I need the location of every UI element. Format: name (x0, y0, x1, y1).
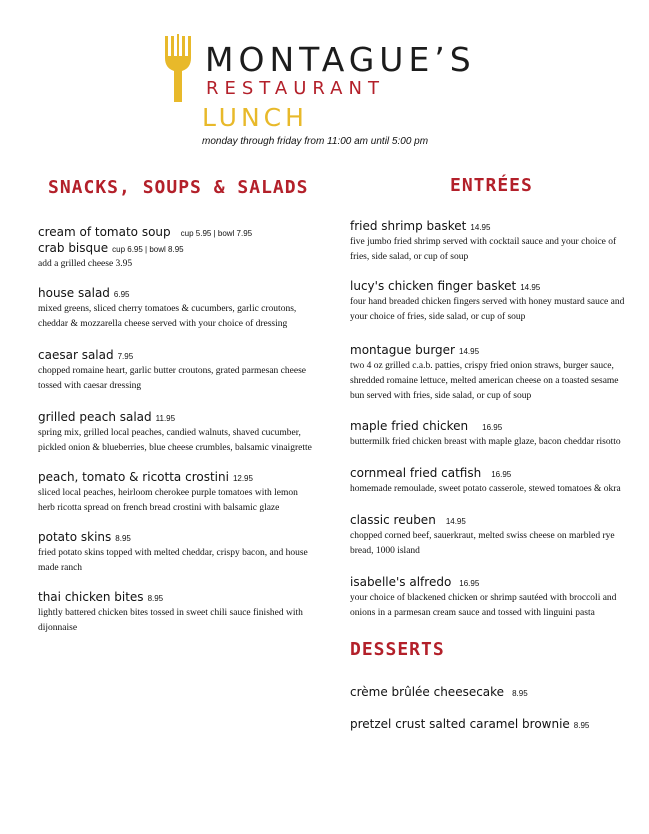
item-name-text: caesar salad (38, 348, 114, 362)
item-name (350, 717, 630, 733)
item-name (350, 685, 630, 701)
item-price: 8.95 (147, 594, 164, 603)
service-hours: monday through friday from 11:00 am until 5:00 pm (202, 136, 429, 147)
item-name-text: thai chicken bites (38, 590, 144, 604)
item-name (38, 225, 313, 241)
item-name-text: classic reuben (350, 513, 436, 527)
item-price: 14.95 (445, 517, 466, 526)
item-name-text: peach, tomato & ricotta crostini (38, 470, 229, 484)
item-name-text: grilled peach salad (38, 410, 152, 424)
item-description: fried potato skins topped with melted cheddar, crispy bacon, and house made ranch (38, 548, 308, 573)
menu-item-soups (38, 225, 313, 272)
item-name-text: crème brûlée cheesecake (350, 685, 505, 699)
menu-item (38, 470, 313, 516)
menu-item (38, 590, 313, 636)
item-description: four hand breaded chicken fingers served with honey mustard sauce and your choice of fries, side salad, or cup of soup (350, 297, 625, 322)
menu-item (350, 279, 630, 325)
fork-logo-icon (163, 32, 193, 104)
item-price: 8.95 (512, 689, 528, 698)
item-name (38, 530, 313, 546)
item-description: five jumbo fried shrimp served with cocktail sauce and your choice of fries, side salad, or cup of soup (350, 237, 617, 262)
menu-item (350, 466, 630, 497)
item-price: 16.95 (459, 579, 480, 588)
item-description: chopped corned beef, sauerkraut, melted swiss cheese on marbled rye bread, 1000 island (350, 531, 615, 556)
item-description: add a grilled cheese 3.95 (38, 259, 133, 269)
left-column (38, 172, 313, 636)
dessert-item (350, 717, 630, 733)
item-name (350, 575, 630, 591)
menu-name: LUNCH (202, 103, 308, 132)
item-price: 14.95 (520, 283, 541, 292)
item-name-crab-bisque: crab bisque (38, 241, 109, 255)
item-description: homemade remoulade, sweet potato casserole, stewed tomatoes & okra (350, 484, 621, 494)
menu-item (350, 513, 630, 559)
item-name-text: lucy's chicken finger basket (350, 279, 517, 293)
section-title-desserts: DESSERTS (350, 639, 445, 660)
item-name (350, 343, 630, 359)
item-price: cup 6.95 | bowl 8.95 (112, 245, 184, 254)
item-description: your choice of blackened chicken or shrimp sautéed with broccoli and onions in a parmesan cream sauce and tossed with linguini pasta (350, 593, 617, 618)
item-price: 16.95 (491, 470, 512, 479)
item-price: cup 5.95 | bowl 7.95 (180, 229, 253, 238)
item-name (350, 219, 630, 235)
right-column (350, 172, 630, 733)
item-price: 6.95 (113, 290, 130, 299)
item-description: mixed greens, sliced cherry tomatoes & cucumbers, garlic croutons, cheddar & mozzarella cheese served with your choice of dressing (38, 304, 297, 329)
restaurant-subtitle: RESTAURANT (206, 78, 385, 99)
item-name-text: house salad (38, 286, 110, 300)
item-name (38, 590, 313, 606)
item-name-text: fried shrimp basket (350, 219, 467, 233)
menu-item (38, 530, 313, 576)
item-name-text: isabelle's alfredo (350, 575, 452, 589)
menu-item (38, 286, 313, 332)
item-price: 14.95 (459, 347, 480, 356)
menu-item (350, 219, 630, 265)
item-name (350, 513, 630, 529)
item-name (38, 241, 313, 257)
item-name (38, 348, 313, 364)
item-name (38, 410, 313, 426)
menu-item (38, 348, 313, 394)
item-name-text: maple fried chicken (350, 419, 469, 433)
menu-item (350, 575, 630, 621)
item-name (350, 419, 630, 435)
item-name-text: pretzel crust salted caramel brownie (350, 717, 570, 731)
item-description: lightly battered chicken bites tossed in sweet chili sauce finished with dijonnaise (38, 608, 303, 633)
item-price: 8.95 (115, 534, 131, 543)
item-price: 11.95 (155, 414, 176, 423)
menu-header (0, 0, 649, 160)
item-name-text: montague burger (350, 343, 455, 357)
item-name (350, 466, 630, 482)
section-title-entrees: ENTRÉES (450, 175, 533, 196)
item-name (38, 286, 313, 302)
restaurant-name: MONTAGUE’S (205, 40, 476, 79)
menu-item (38, 410, 313, 456)
menu-item (350, 419, 630, 450)
item-description: buttermilk fried chicken breast with maple glaze, bacon cheddar risotto (350, 437, 621, 447)
item-price: 12.95 (232, 474, 253, 483)
section-title-snacks: SNACKS, SOUPS & SALADS (48, 177, 309, 198)
item-description: sliced local peaches, heirloom cherokee purple tomatoes with lemon herb ricotta spread on french bread crostini with balsamic glaze (38, 488, 298, 513)
item-price: 14.95 (470, 223, 491, 232)
item-name-text: cornmeal fried catfish (350, 466, 482, 480)
item-name (350, 279, 630, 295)
item-description: chopped romaine heart, garlic butter croutons, grated parmesan cheese tossed with caesar dressing (38, 366, 306, 391)
item-name-text: potato skins (38, 530, 112, 544)
item-description: spring mix, grilled local peaches, candied walnuts, shaved cucumber, pickled onion & blueberries, blue cheese crumbles, balsamic vinaigrette (38, 428, 312, 453)
item-price: 8.95 (573, 721, 590, 730)
item-price: 7.95 (117, 352, 134, 361)
menu-item (350, 343, 630, 404)
item-name-tomato-soup: cream of tomato soup (38, 225, 171, 239)
item-description: two 4 oz grilled c.a.b. patties, crispy fried onion straws, burger sauce, shredded romaine lettuce, melted american cheese on a toasted sesame bun served with fries, side salad, or cup of soup (350, 361, 619, 401)
item-name (38, 470, 313, 486)
dessert-item (350, 685, 630, 701)
item-price: 16.95 (482, 423, 503, 432)
